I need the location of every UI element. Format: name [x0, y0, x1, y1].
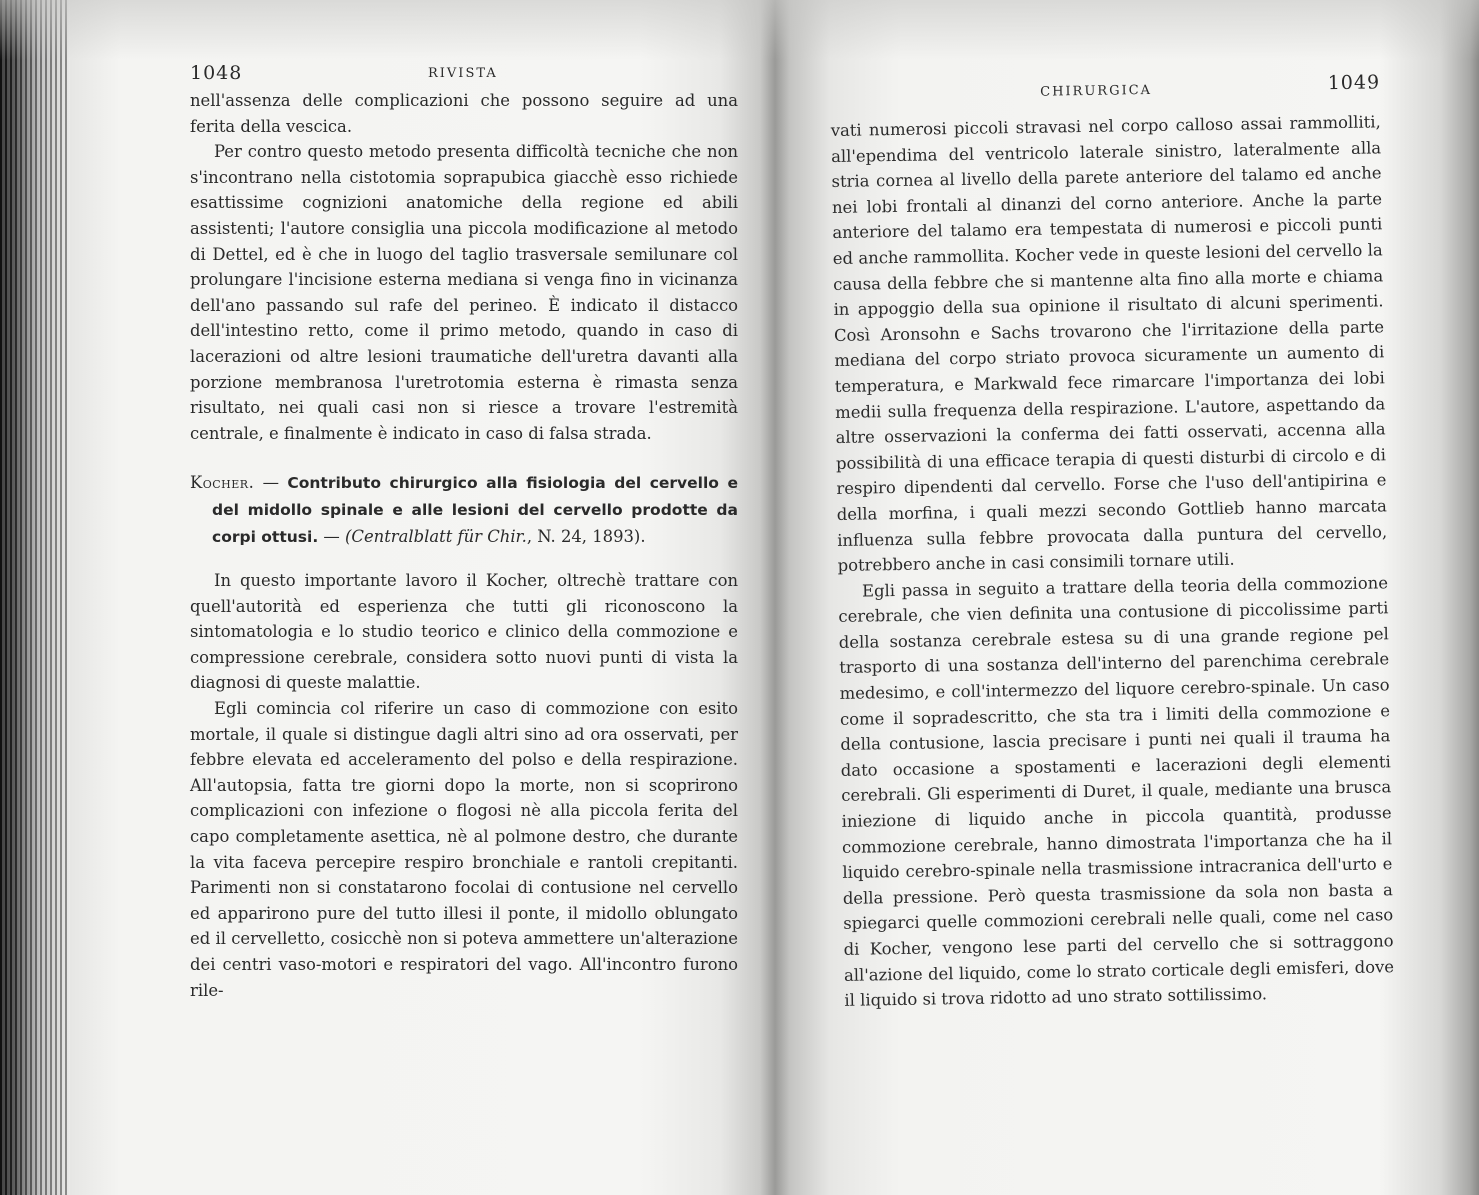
right-running-title: CHIRURGICA — [1040, 82, 1153, 100]
heading-dash: — — [318, 526, 346, 546]
paragraph: vati numerosi piccoli stravasi nel corpo calloso assai rammolliti, all'ependima del ventricolo laterale sinistro, lateralmente alla stria cornea al livello della parete anteriore del talamo ed anche nei lobi frontali al dinanzi del corno anteriore. Anche la parte anteriore del talamo era tempestata di numerosi e piccoli punti ed anche rammollita. Kocher vede in queste lesioni del cervello la causa della febbre che si mantenne alta fino alla morte e chiama in appoggio della sua opinione il risultato di alcuni sperimenti. Così Aronsohn e Sachs trovarono che l'irritazione della parte mediana del corpo striato provoca sicuramente un aumento di temperatura, e Markwald fece rimarcare l'importanza dei lobi medii sulla frequenza della respirazione. L'autore, aspettando da altre osservazioni la conferma dei fatti osservati, accenna alla possibilità di una efficace terapia di questi disturbi di circolo e di respiro dipendenti dal cervello. Forse che l'uso dell'antipirina e della morfina, i quali mezzi secondo Gottlieb hanno marcata influenza sulla febbre provocata dalla puntura del cervello, potrebbero anche in casi consimili tornare utili. — [830, 112, 1388, 576]
paragraph: Per contro questo metodo presenta difficoltà tecniche che non s'incontrano nella cistotomia soprapubica giacchè esso richiede esattissime cognizioni anatomiche della regione ed abili assistenti; l'autore consiglia una piccola modificazione al metodo di Dettel, ed è che in luogo del taglio trasversale semilunare col prolungare l'incisione esterna mediana si venga fino in vicinanza dell'ano passando sul rafe del perineo. È indicato il distacco dell'intestino retto, come il primo metodo, quando in caso di lacerazioni od altre lesioni traumatiche dell'uretra davanti alla porzione membranosa l'uretrotomia esterna è rimasta senza risultato, nei quali casi non si riesce a trovare l'estremità centrale, e finalmente è indicato in caso di falsa strada. — [190, 142, 738, 443]
right-body — [831, 109, 1395, 1013]
paragraph: nell'assenza delle complicazioni che possono seguire ad una ferita della vescica. — [190, 91, 738, 136]
article-source: (Centralblatt für Chir. — [345, 526, 527, 546]
heading-dash: — — [254, 473, 288, 493]
paragraph: Egli passa in seguito a trattare della teoria della commozione cerebrale, che vien definita una contusione di piccolissime parti della sostanza cerebrale estesa su di una grande regione pel trasporto di una sostanza dell'interno del parenchima cerebrale medesimo, e coll'intermezzo del liquore cerebro-spinale. Un caso come il sopradescritto, che sta tra i limiti della commozione e della contusione, lascia precisare i punti nei quali il trauma ha dato occasione a spostamenti e lacerazioni degli elementi cerebrali. Gli esperimenti di Duret, il quale, mediante una brusca iniezione di liquido anche in piccola quantità, produsse commozione cerebrale, hanno dimostrata l'importanza che ha il liquido cerebro-spinale nella trasmissione intracranica dell'urto e della pressione. Però questa trasmissione da sola non basta a spiegarci quelle commozioni cerebrali nelle quali, come nel caso di Kocher, vengono lese parti del cervello che si sottraggono all'azione del liquido, come lo strato corticale degli emisferi, dove il liquido si trova ridotto ad uno strato sottilissimo. — [838, 572, 1395, 1011]
page-edges — [0, 0, 70, 1195]
left-body — [190, 88, 738, 1003]
paragraph: In questo importante lavoro il Kocher, oltrechè trattare con quell'autorità ed esperienza che tutti gli riconoscono la sintomatologia e lo studio teorico e clinico della commozione e compressione cerebrale, considera sotto nuovi punti di vista la diagnosi di queste malattie. — [190, 571, 738, 693]
left-page-number: 1048 — [190, 62, 243, 84]
article-source-ref: , N. 24, 1893). — [526, 526, 646, 546]
article-heading — [190, 470, 738, 550]
top-shadow — [0, 0, 1479, 60]
article-title: Contributo chirurgico alla fisiologia del cervello e del midollo spinale e alle lesioni del cervello prodotte da corpi ottusi. — [212, 474, 738, 546]
paragraph: Egli comincia col riferire un caso di commozione con esito mortale, il quale si distingue dagli altri sino ad ora osservati, per febbre elevata ed acceleramento del polso e della respirazione. All'autopsia, fatta tre giorni dopo la morte, non si scoprirono complicazioni con infezione o flogosi nè alla piccola ferita del capo completamente asettica, nè al polmone destro, che durante la vita faceva percepire respiro bronchiale e rantoli crepitanti. Parimenti non si constatarono focolai di contusione nel cervello ed apparirono pure del tutto illesi il ponte, il midollo oblungato ed il cervelletto, cosicchè non si poteva ammettere un'alterazione dei centri vaso-motori e respiratori del vago. All'incontro furono rile- — [190, 699, 738, 1000]
left-running-head — [190, 62, 738, 88]
left-running-title: RIVISTA — [428, 66, 498, 81]
left-page — [190, 62, 738, 1003]
article-author: Kocher. — [190, 473, 255, 493]
right-page — [830, 71, 1395, 1013]
right-page-number: 1049 — [1327, 71, 1381, 95]
